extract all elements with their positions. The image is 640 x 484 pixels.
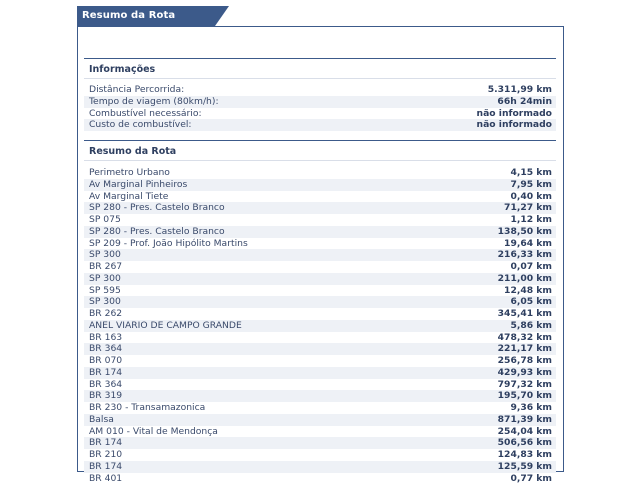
route-segment-label: BR 174	[89, 437, 122, 449]
route-segment-label: BR 401	[89, 473, 122, 484]
info-row	[84, 96, 556, 108]
route-segment-label: Av Marginal Pinheiros	[89, 179, 187, 191]
route-segment-label: BR 210	[89, 449, 122, 461]
route-segment-value: 7,95 km	[510, 179, 552, 191]
info-value: 5.311,99 km	[488, 84, 552, 96]
route-segment-label: SP 280 - Pres. Castelo Branco	[89, 226, 225, 238]
route-segment-label: SP 280 - Pres. Castelo Branco	[89, 202, 225, 214]
info-label: Combustível necessário:	[89, 108, 202, 120]
route-segment-row	[84, 449, 556, 461]
route-segment-label: BR 262	[89, 308, 122, 320]
route-segment-label: SP 075	[89, 214, 121, 226]
route-section-title: Resumo da Rota	[89, 146, 176, 157]
info-label: Custo de combustível:	[89, 119, 192, 131]
route-segment-value: 125,59 km	[498, 461, 552, 473]
info-row	[84, 84, 556, 96]
route-segment-row	[84, 355, 556, 367]
route-segment-value: 254,04 km	[498, 426, 552, 438]
route-segment-value: 871,39 km	[498, 414, 552, 426]
route-list	[84, 167, 556, 484]
route-segment-label: Perimetro Urbano	[89, 167, 170, 179]
panel-body	[77, 26, 564, 472]
route-segment-label: ANEL VIARIO DE CAMPO GRANDE	[89, 320, 242, 332]
route-segment-value: 221,17 km	[498, 343, 552, 355]
info-label: Distância Percorrida:	[89, 84, 184, 96]
route-segment-row	[84, 285, 556, 297]
info-row	[84, 108, 556, 120]
route-segment-value: 0,07 km	[510, 261, 552, 273]
route-segment-row	[84, 332, 556, 344]
info-value: não informado	[477, 108, 552, 120]
route-segment-label: BR 319	[89, 390, 122, 402]
route-segment-row	[84, 261, 556, 273]
route-segment-row	[84, 461, 556, 473]
route-segment-label: BR 364	[89, 343, 122, 355]
route-segment-row	[84, 414, 556, 426]
route-segment-value: 211,00 km	[498, 273, 552, 285]
route-segment-label: SP 209 - Prof. João Hipólito Martins	[89, 238, 248, 250]
route-segment-label: BR 070	[89, 355, 122, 367]
route-segment-label: BR 174	[89, 367, 122, 379]
route-section-header	[84, 140, 556, 161]
route-segment-value: 4,15 km	[510, 167, 552, 179]
route-summary-panel	[77, 6, 564, 472]
panel-tab	[77, 6, 215, 26]
route-segment-row	[84, 437, 556, 449]
route-segment-label: BR 230 - Transamazonica	[89, 402, 205, 414]
route-segment-label: Balsa	[89, 414, 114, 426]
route-segment-row	[84, 273, 556, 285]
route-segment-value: 478,32 km	[498, 332, 552, 344]
route-segment-row	[84, 343, 556, 355]
route-segment-row	[84, 308, 556, 320]
route-segment-value: 12,48 km	[504, 285, 552, 297]
route-segment-value: 506,56 km	[498, 437, 552, 449]
route-segment-value: 429,93 km	[498, 367, 552, 379]
route-segment-label: BR 163	[89, 332, 122, 344]
route-segment-value: 19,64 km	[504, 238, 552, 250]
info-section-header	[84, 58, 556, 79]
route-segment-value: 9,36 km	[510, 402, 552, 414]
route-segment-value: 345,41 km	[498, 308, 552, 320]
route-segment-value: 0,40 km	[510, 191, 552, 203]
info-section-title: Informações	[89, 64, 155, 75]
route-segment-value: 216,33 km	[498, 249, 552, 261]
route-segment-value: 5,86 km	[510, 320, 552, 332]
route-segment-row	[84, 167, 556, 179]
route-segment-row	[84, 390, 556, 402]
route-segment-label: SP 595	[89, 285, 121, 297]
route-segment-row	[84, 367, 556, 379]
route-segment-label: BR 364	[89, 379, 122, 391]
route-segment-value: 138,50 km	[498, 226, 552, 238]
route-segment-value: 0,77 km	[510, 473, 552, 484]
route-segment-label: AM 010 - Vital de Mendonça	[89, 426, 218, 438]
panel-title: Resumo da Rota	[82, 10, 175, 21]
info-label: Tempo de viagem (80km/h):	[89, 96, 219, 108]
route-segment-value: 124,83 km	[498, 449, 552, 461]
route-segment-label: Av Marginal Tiete	[89, 191, 168, 203]
route-segment-value: 71,27 km	[504, 202, 552, 214]
route-segment-row	[84, 426, 556, 438]
route-segment-row	[84, 214, 556, 226]
route-segment-row	[84, 473, 556, 484]
route-segment-row	[84, 402, 556, 414]
route-segment-row	[84, 202, 556, 214]
info-list	[84, 84, 556, 131]
info-value: não informado	[477, 119, 552, 131]
route-segment-label: BR 267	[89, 261, 122, 273]
route-segment-value: 195,70 km	[498, 390, 552, 402]
route-segment-row	[84, 379, 556, 391]
route-segment-row	[84, 296, 556, 308]
route-segment-value: 6,05 km	[510, 296, 552, 308]
route-segment-row	[84, 191, 556, 203]
route-segment-label: SP 300	[89, 273, 121, 285]
route-segment-row	[84, 179, 556, 191]
route-segment-label: BR 174	[89, 461, 122, 473]
route-segment-value: 256,78 km	[498, 355, 552, 367]
route-segment-row	[84, 226, 556, 238]
route-segment-label: SP 300	[89, 296, 121, 308]
route-segment-row	[84, 320, 556, 332]
route-segment-value: 797,32 km	[498, 379, 552, 391]
route-segment-row	[84, 249, 556, 261]
route-segment-row	[84, 238, 556, 250]
route-segment-value: 1,12 km	[510, 214, 552, 226]
route-segment-label: SP 300	[89, 249, 121, 261]
info-value: 66h 24min	[497, 96, 552, 108]
info-row	[84, 119, 556, 131]
